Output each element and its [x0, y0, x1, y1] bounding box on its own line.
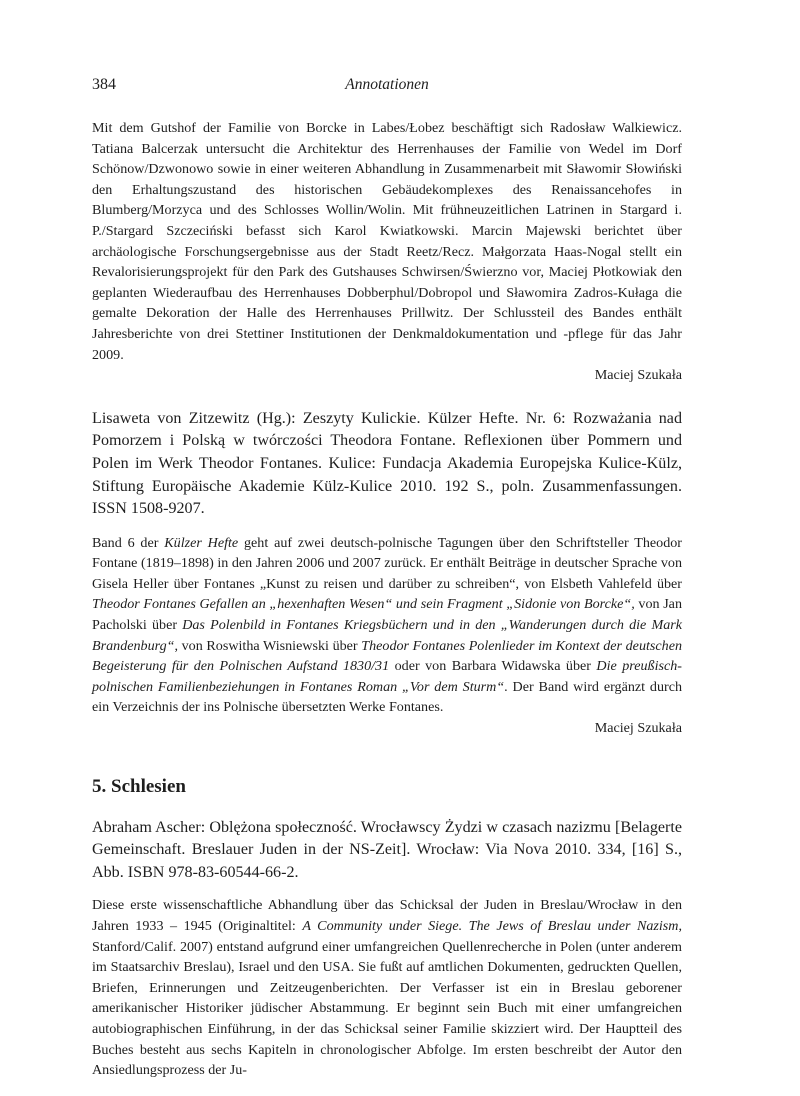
citation-ascher: Abraham Ascher: Oblężona społeczność. Wrocławscy Żydzi w czasach nazizmu [Belagerte Gemeinschaft. Breslauer Juden in der NS-Zeit]. Wrocław: Via Nova 2010. 334, [16] S., Abb. ISBN 978-83-60544-66-2. [92, 818, 682, 881]
reviewer-signature: Maciej Szukała [594, 720, 682, 737]
citation-kuelzer-hefte: Lisaweta von Zitzewitz (Hg.): Zeszyty Kulickie. Külzer Hefte. Nr. 6: Rozważania nad Pomorzem i Polską w twórczości Theodora Fontane. Reflexionen über Pommern und Polen im Werk Theodor Fontanes. Kulice: Fundacja Akademia Europejska Kulice-Külz, Stiftung Europäische Akademie Külz-Kulice 2010. 192 S., poln. Zusammenfassungen. ISSN 1508-9207. [92, 409, 682, 518]
italic-title: Theodor Fontanes Gefallen an „hexenhaften Wesen“ und sein Fragment „Sidonie von Borcke“, [92, 596, 635, 613]
italic-title: Theodor Fontanes Polenlieder im Kontext der deutschen Begeisterung für den Polnischen Aufstand 1830/31 [92, 637, 682, 675]
text-run: oder von Barbara Widawska über [389, 658, 597, 675]
review-body-ascher [92, 895, 682, 1080]
text-run: von Jan Pacholski über [92, 596, 682, 634]
review-body-fontane [92, 533, 682, 718]
section-heading: 5. Schlesien [92, 775, 186, 797]
page-content [92, 118, 682, 1081]
italic-title: Külzer Hefte [164, 534, 239, 551]
review-body-borcke: Mit dem Gutshof der Familie von Borcke in Labes/Łobez beschäftigt sich Radosław Walkiewicz. Tatiana Balcerzak untersucht die Architektur des Herrenhauses der Familie von Wedel im Dorf Schönow/Dzwonowo sowie in einer weiteren Abhandlung in Zusammenarbeit mit Sławomir Słowiński den Erhaltungszustand des historischen Gebäudekomplexes des Renaissancehofes in Blumberg/Morzyca und des Schlosses Wollin/Wolin. Mit frühneuzeitlichen Latrinen in Stargard i. P./Stargard Szczeciński befasst sich Karol Kwiatkowski. Marcin Majewski berichtet über archäologische Forschungsergebnisse aus der Stadt Reetz/Recz. Małgorzata Haas-Nogal stellt ein Revalorisierungsprojekt für den Park des Gutshauses Schwirsen/Świerzno vor, Maciej Płotkowiak den geplanten Wiederaufbau des Herrenhauses Dobberphul/Dobropol und Sławomira Zadros-Kułaga die gemalte Dekoration der Halle des Herrenhauses Prillwitz. Der Schlussteil des Bandes enthält Jahresberichte von drei Stettiner Institutionen der Denkmaldokumentation und -pflege für das Jahr 2009. [92, 120, 682, 363]
text-run: Band 6 der [92, 534, 165, 551]
text-run: , von Roswitha Wisniewski über [174, 637, 362, 654]
page-header [92, 76, 682, 100]
running-head: Annotationen [345, 76, 429, 93]
text-run: geht auf zwei deutsch-polnische Tagungen über den Schriftsteller Theodor Fontane (1819–1898) in den Jahren 2006 und 2007 zurück. Er enthält Beiträge in deutscher Sprache von Gisela Heller über Fontanes „Kunst zu reisen und darüber zu schreiben“, von Elsbeth Vahlefeld über [92, 534, 682, 592]
text-run: . Der Band wird ergänzt durch ein Verzeichnis der ins Polnische übersetzten Werke Fontanes. [92, 678, 683, 716]
italic-title: A Community under Siege. The Jews of Breslau under Nazism [302, 918, 679, 934]
italic-title: Die preußisch-polnischen Familienbeziehungen in Fontanes Roman „Vor dem Sturm“ [92, 658, 682, 695]
page-number: 384 [92, 76, 116, 93]
text-run: Diese erste wissenschaftliche Abhandlung über das Schicksal der Juden in Breslau/Wrocław in den Jahren 1933 – 1945 (Originaltitel: [92, 897, 682, 934]
italic-title: Das Polenbild in Fontanes Kriegsbüchern und in den „Wanderungen durch die Mark Brandenburg“ [92, 617, 682, 654]
text-run: , Stanford/Calif. 2007) entstand aufgrund einer umfangreichen Quellenrecherche in Polen (unter anderem im Staatsarchiv Breslau), Israel und den USA. Sie fußt auf amtlichen Dokumenten, gedruckten Quellen, Briefen, Erinnerungen und Zeitzeugenberichten. Der Verfasser ist ein in Breslau geborener amerikanischer Historiker jüdischer Abstammung. Er beginnt sein Buch mit einer umfangreichen autobiographischen Einführung, in der das Schicksal seiner Familie skizziert wird. Der Hauptteil des Buches besteht aus sechs Kapiteln in chronologischer Abfolge. Im ersten beschreibt der Autor den Ansiedlungsprozess der Ju- [92, 918, 682, 1079]
reviewer-signature: Maciej Szukała [594, 367, 682, 384]
